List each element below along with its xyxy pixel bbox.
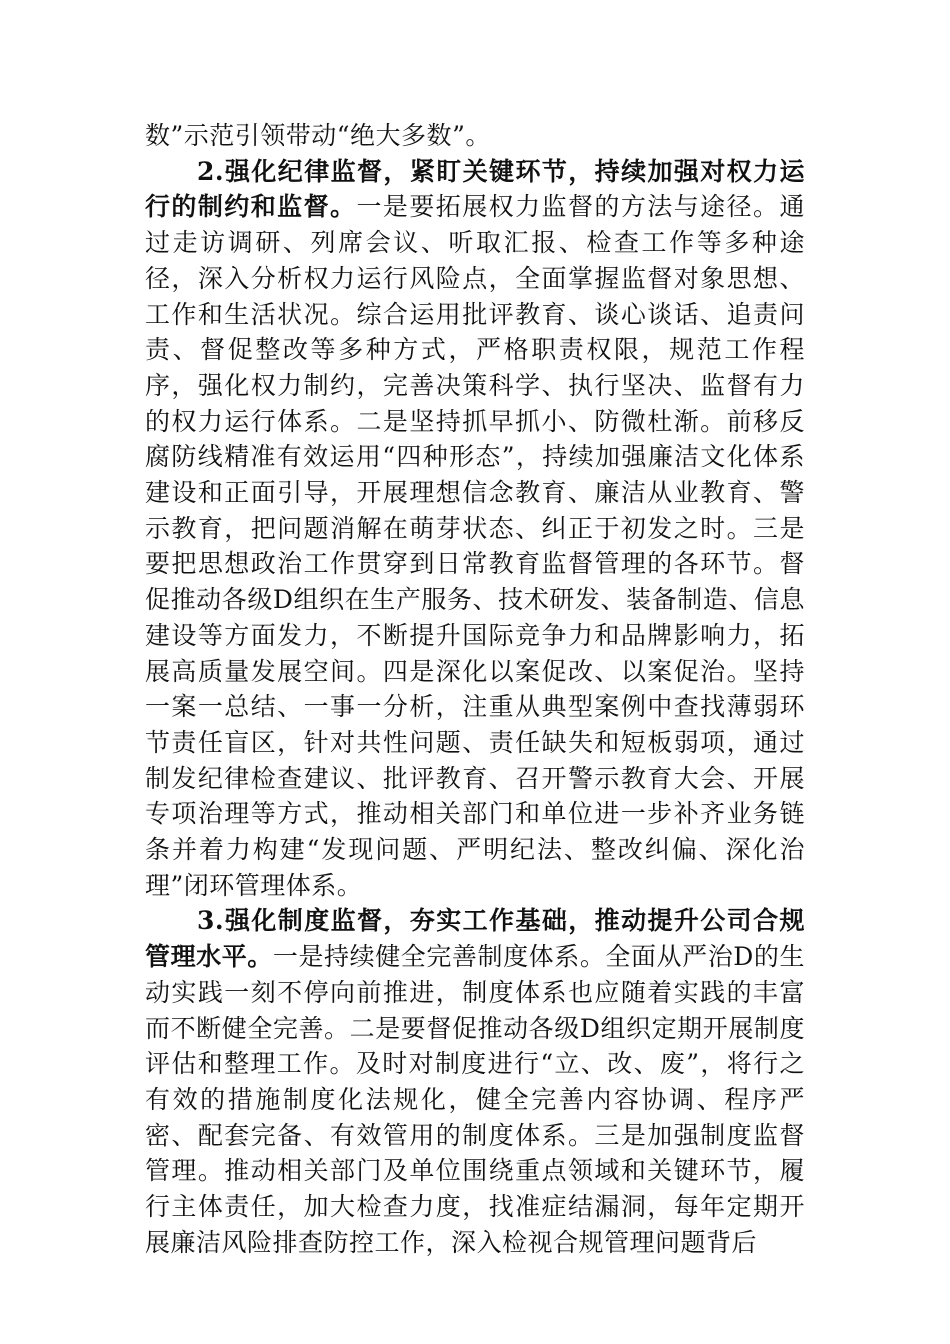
paragraph-body: 数”示范引领带动“绝大多数”。: [145, 121, 491, 150]
paragraph-body: 一是持续健全完善制度体系。全面从严治D的生动实践一刻不停向前推进，制度体系也应随着实践的丰富而不断健全完善。二是要督促推动各级D组织定期开展制度评估和整理工作。及时对制度进行“立、改、废”，将行之有效的措施制度化法规化，健全完善内容协调、程序严密、配套完备、有效管用的制度体系。三是加强制度监督管理。推动相关部门及单位围绕重点领域和关键环节，履行主体责任，加大检查力度，找准症结漏洞，每年定期开展廉洁风险排查防控工作，深入检视合规管理问题背后: [145, 942, 805, 1257]
paragraph-body: 一是要拓展权力监督的方法与途径。通过走访调研、列席会议、听取汇报、检查工作等多种途径，深入分析权力运行风险点，全面掌握监督对象思想、工作和生活状况。综合运用批评教育、谈心谈话、追责问责、督促整改等多种方式，严格职责权限，规范工作程序，强化权力制约，完善决策科学、执行坚决、监督有力的权力运行体系。二是坚持抓早抓小、防微杜渐。前移反腐防线精准有效运用“四种形态”，持续加强廉洁文化体系建设和正面引导，开展理想信念教育、廉洁从业教育、警示教育，把问题消解在萌芽状态、纠正于初发之时。三是要把思想政治工作贯穿到日常教育监督管理的各环节。督促推动各级D组织在生产服务、技术研发、装备制造、信息建设等方面发力，不断提升国际竞争力和品牌影响力，拓展高质量发展空间。四是深化以案促改、以案促治。坚持一案一总结、一事一分析，注重从典型案例中查找薄弱环节责任盲区，针对共性问题、责任缺失和短板弱项，通过制发纪律检查建议、批评教育、召开警示教育大会、开展专项治理等方式，推动相关部门和单位进一步补齐业务链条并着力构建“发现问题、严明纪法、整改纠偏、深化治理”闭环管理体系。: [145, 192, 805, 900]
paragraph-heading: 2.强化纪律监督，紧盯关键环节，持续加强对权力运行的制约和监督。: [145, 156, 805, 222]
document-page: [145, 118, 805, 1261]
paragraph-discipline-supervision: [145, 154, 805, 904]
paragraph-continuation: [145, 118, 805, 154]
paragraph-heading: 3.强化制度监督，夯实工作基础，推动提升公司合规管理水平。: [145, 906, 805, 972]
paragraph-system-supervision: [145, 903, 805, 1260]
